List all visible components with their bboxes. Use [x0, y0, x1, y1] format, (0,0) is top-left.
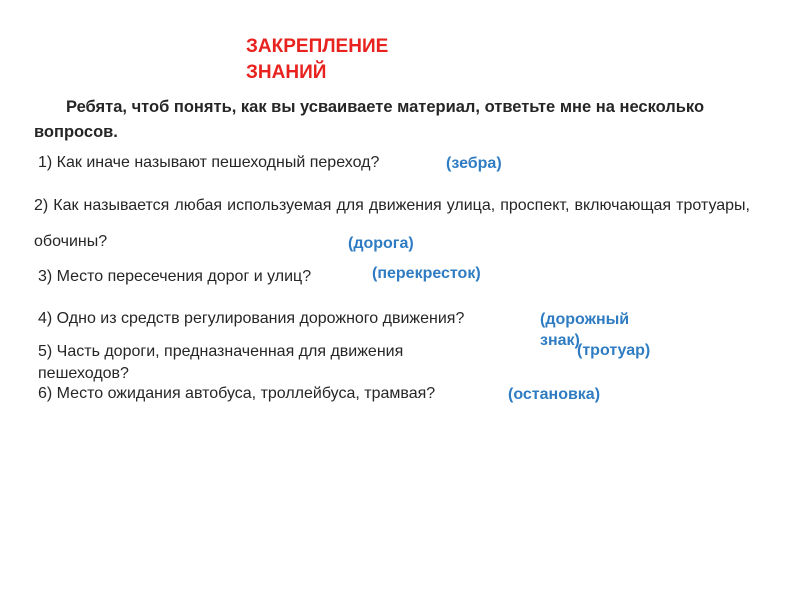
- question-3: 3) Место пересечения дорог и улиц?: [38, 268, 312, 285]
- slide-title: ЗАКРЕПЛЕНИЕ ЗНАНИЙ: [246, 36, 389, 83]
- answer-3: (перекресток): [372, 265, 481, 282]
- question-4: 4) Одно из средств регулирования дорожного движения?: [38, 310, 465, 327]
- answer-6: (остановка): [508, 386, 601, 403]
- intro-text: Ребята, чтоб понять, как вы усваиваете материал, ответьте мне на несколько вопросов.: [34, 98, 705, 141]
- question-1: 1) Как иначе называют пешеходный переход?: [38, 154, 380, 171]
- question-2: 2) Как называется любая используемая для движения улица, проспект, включающая тротуары, обочины?: [34, 197, 750, 250]
- answer-4: (дорожный знак): [540, 311, 630, 349]
- answer-1: (зебра): [446, 155, 502, 172]
- answer-2: (дорога): [348, 235, 414, 252]
- question-6: 6) Место ожидания автобуса, троллейбуса, трамвая?: [38, 385, 436, 402]
- answer-5: (тротуар): [577, 342, 651, 359]
- question-5: 5) Часть дороги, предназначенная для движения пешеходов?: [38, 343, 404, 382]
